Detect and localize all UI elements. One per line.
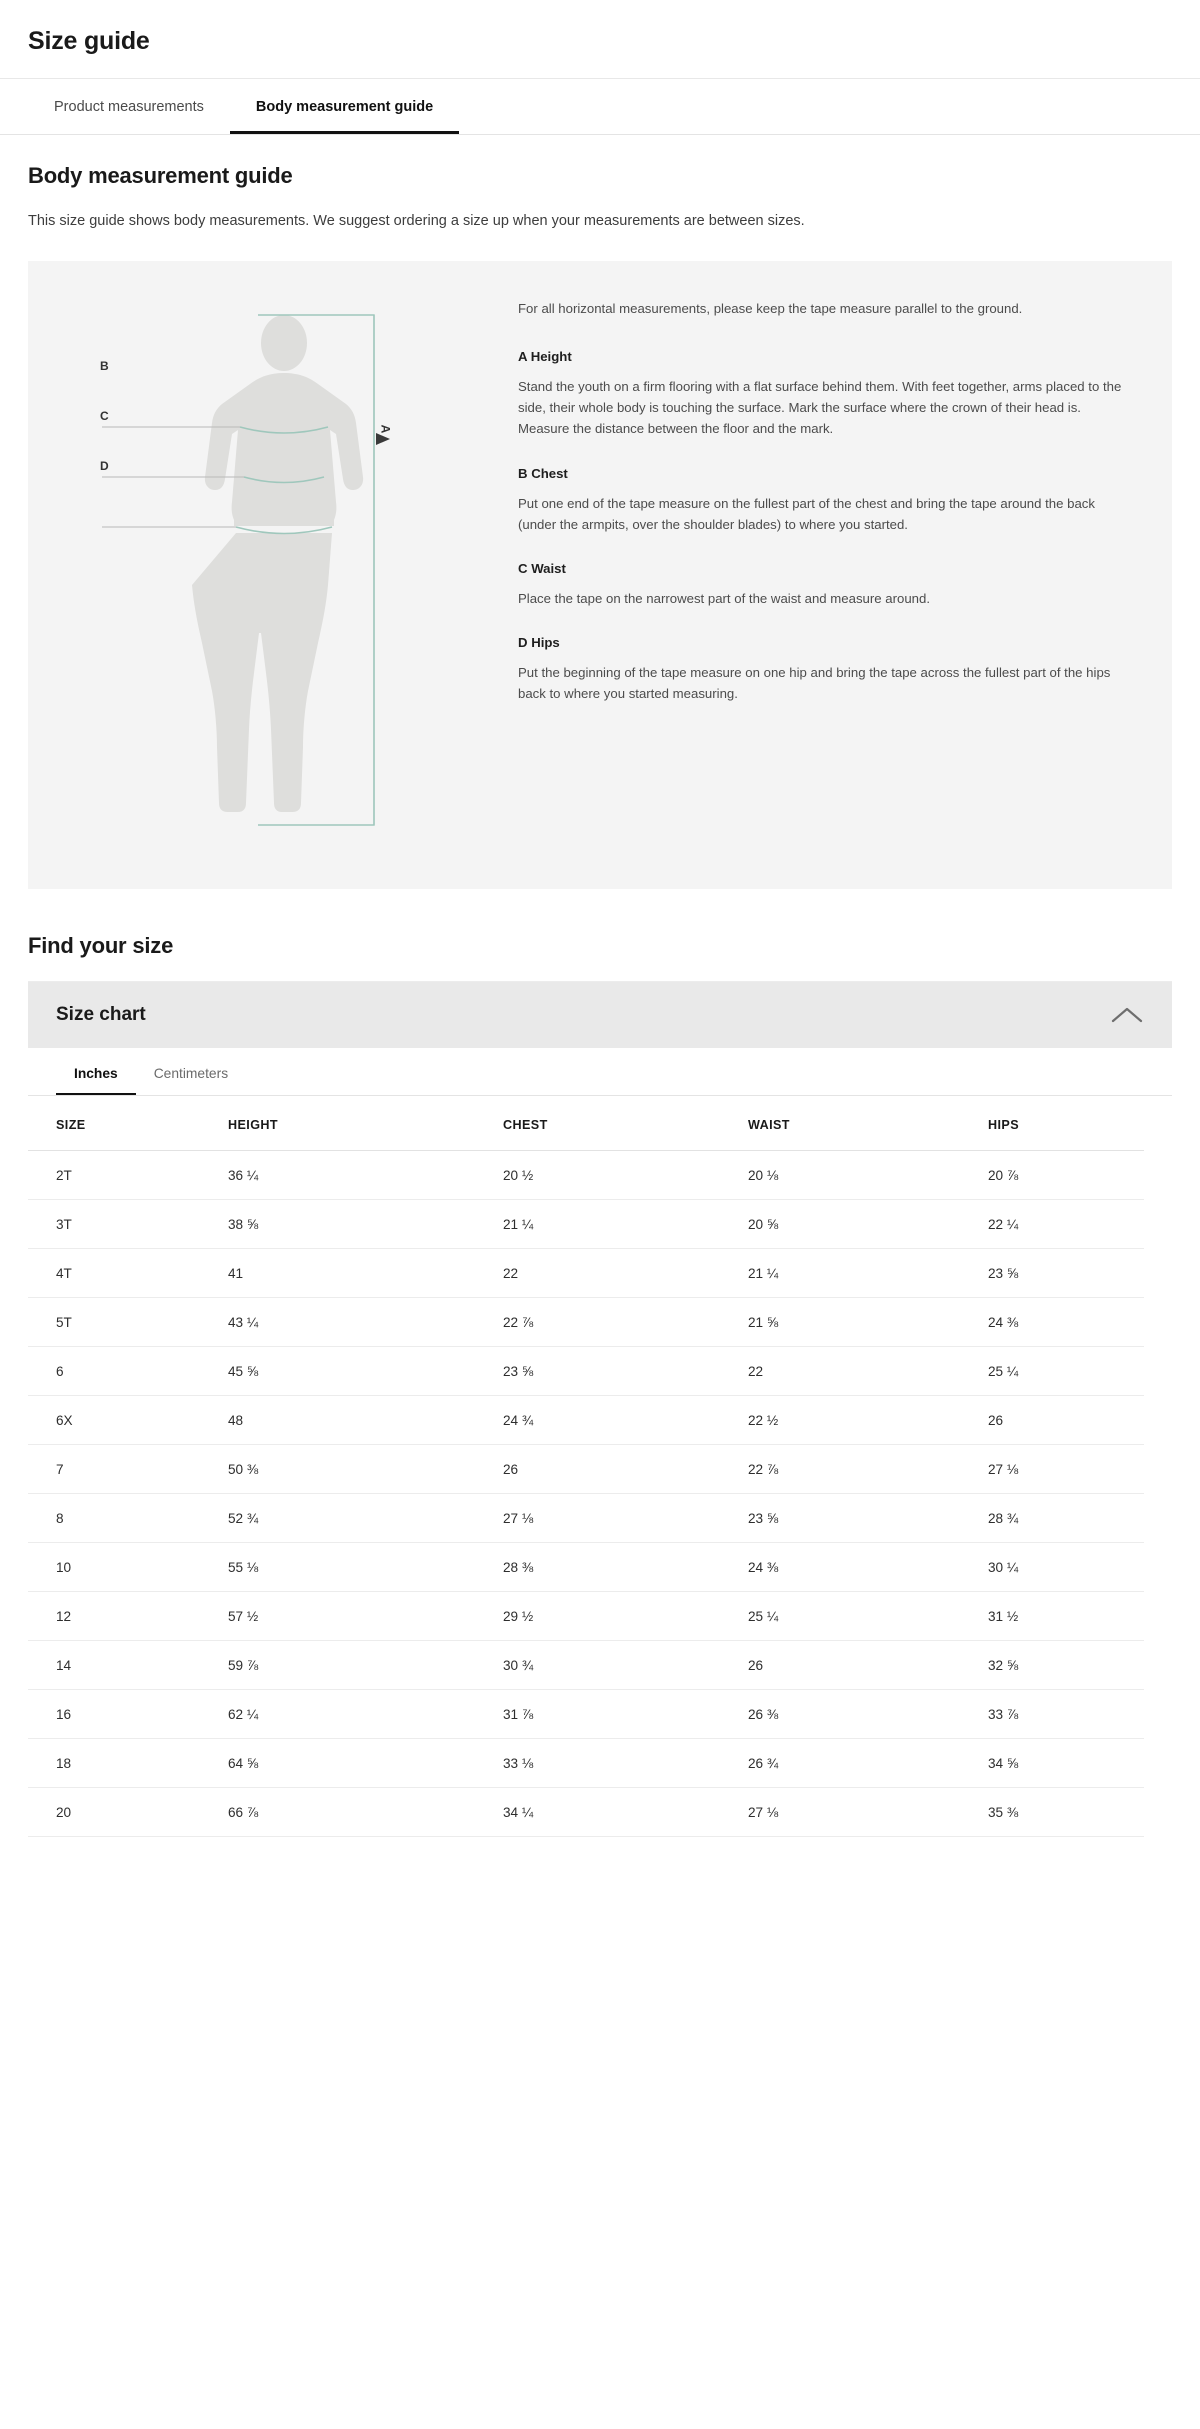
body-guide-heading: Body measurement guide bbox=[28, 163, 293, 188]
cell-chest: 26 bbox=[493, 1444, 738, 1493]
cell-waist: 22 ⅞ bbox=[738, 1444, 978, 1493]
column-header-size: SIZE bbox=[28, 1096, 218, 1151]
find-your-size-section bbox=[0, 889, 1200, 959]
measurement-a-height bbox=[518, 349, 1130, 439]
chevron-up-icon[interactable] bbox=[1110, 1005, 1144, 1025]
table-row bbox=[28, 1787, 1144, 1836]
cell-height: 50 ⅜ bbox=[218, 1444, 493, 1493]
cell-chest: 33 ⅛ bbox=[493, 1738, 738, 1787]
cell-size: 18 bbox=[28, 1738, 218, 1787]
cell-size: 12 bbox=[28, 1591, 218, 1640]
cell-waist: 27 ⅛ bbox=[738, 1787, 978, 1836]
cell-waist: 22 bbox=[738, 1346, 978, 1395]
table-row bbox=[28, 1150, 1144, 1199]
page-title: Size guide bbox=[28, 27, 150, 55]
measurement-text: Put one end of the tape measure on the fullest part of the chest and bring the tape around the back (under the armpits, over the shoulder blades) to where you started. bbox=[518, 495, 1095, 532]
cell-chest: 22 bbox=[493, 1248, 738, 1297]
column-header-height: HEIGHT bbox=[218, 1096, 493, 1151]
body-guide-lead: This size guide shows body measurements. We suggest ordering a size up when your measurements are between sizes. bbox=[28, 213, 805, 229]
measurement-text: Stand the youth on a firm flooring with a flat surface behind them. With feet together, arms placed to the side, their whole body is touching the surface. Mark the surface where the crown of their head is. Measure the distance between the floor and the mark. bbox=[518, 379, 1122, 437]
cell-height: 64 ⅝ bbox=[218, 1738, 493, 1787]
column-header-chest: CHEST bbox=[493, 1096, 738, 1151]
cell-height: 48 bbox=[218, 1395, 493, 1444]
cell-size: 6 bbox=[28, 1346, 218, 1395]
cell-hips: 35 ⅜ bbox=[978, 1787, 1144, 1836]
cell-size: 7 bbox=[28, 1444, 218, 1493]
cell-chest: 34 ¼ bbox=[493, 1787, 738, 1836]
cell-chest: 30 ¾ bbox=[493, 1640, 738, 1689]
measurement-title: D Hips bbox=[518, 634, 560, 650]
cell-height: 36 ¼ bbox=[218, 1150, 493, 1199]
size-table-wrapper bbox=[28, 1096, 1172, 1837]
cell-height: 38 ⅝ bbox=[218, 1199, 493, 1248]
cell-hips: 26 bbox=[978, 1395, 1144, 1444]
measurement-title: B Chest bbox=[518, 465, 568, 481]
body-guide-intro bbox=[0, 135, 1200, 233]
column-header-hips: HIPS bbox=[978, 1096, 1144, 1151]
horizontal-measure-note: For all horizontal measurements, please keep the tape measure parallel to the ground. bbox=[518, 300, 1023, 316]
unit-tabs bbox=[28, 1048, 1172, 1096]
cell-size: 3T bbox=[28, 1199, 218, 1248]
cell-height: 45 ⅝ bbox=[218, 1346, 493, 1395]
cell-hips: 32 ⅝ bbox=[978, 1640, 1144, 1689]
cell-size: 6X bbox=[28, 1395, 218, 1444]
measurement-text: Put the beginning of the tape measure on one hip and bring the tape across the fullest part of the hips back to where you started measuring. bbox=[518, 664, 1111, 702]
measurement-title: A Height bbox=[518, 349, 572, 365]
table-row bbox=[28, 1738, 1144, 1787]
page-header bbox=[0, 0, 1200, 79]
cell-waist: 24 ⅜ bbox=[738, 1542, 978, 1591]
measurement-title: C Waist bbox=[518, 560, 566, 576]
size-table bbox=[28, 1096, 1144, 1837]
body-diagram bbox=[98, 305, 498, 845]
table-row bbox=[28, 1346, 1144, 1395]
cell-waist: 20 ⅝ bbox=[738, 1199, 978, 1248]
column-header-waist: WAIST bbox=[738, 1096, 978, 1151]
find-your-size-heading: Find your size bbox=[28, 932, 174, 958]
figure-label-a: A bbox=[378, 424, 393, 434]
cell-hips: 20 ⅞ bbox=[978, 1150, 1144, 1199]
cell-size: 20 bbox=[28, 1787, 218, 1836]
cell-waist: 26 ⅜ bbox=[738, 1689, 978, 1738]
cell-chest: 23 ⅝ bbox=[493, 1346, 738, 1395]
body-silhouette-icon bbox=[98, 305, 498, 845]
table-row bbox=[28, 1199, 1144, 1248]
table-row bbox=[28, 1395, 1144, 1444]
cell-size: 2T bbox=[28, 1150, 218, 1199]
cell-waist: 21 ¼ bbox=[738, 1248, 978, 1297]
cell-hips: 33 ⅞ bbox=[978, 1689, 1144, 1738]
table-row bbox=[28, 1297, 1144, 1346]
cell-height: 66 ⅞ bbox=[218, 1787, 493, 1836]
cell-waist: 20 ⅛ bbox=[738, 1150, 978, 1199]
cell-chest: 24 ¾ bbox=[493, 1395, 738, 1444]
cell-chest: 29 ½ bbox=[493, 1591, 738, 1640]
cell-height: 43 ¼ bbox=[218, 1297, 493, 1346]
measurement-d-hips bbox=[518, 635, 1130, 704]
table-row bbox=[28, 1444, 1144, 1493]
cell-height: 62 ¼ bbox=[218, 1689, 493, 1738]
body-figure-column bbox=[38, 295, 518, 855]
cell-waist: 26 ¾ bbox=[738, 1738, 978, 1787]
cell-waist: 26 bbox=[738, 1640, 978, 1689]
cell-size: 14 bbox=[28, 1640, 218, 1689]
guide-tabs bbox=[0, 79, 1200, 135]
cell-waist: 21 ⅝ bbox=[738, 1297, 978, 1346]
cell-waist: 23 ⅝ bbox=[738, 1493, 978, 1542]
measurement-text: Place the tape on the narrowest part of the waist and measure around. bbox=[518, 590, 930, 606]
cell-hips: 31 ½ bbox=[978, 1591, 1144, 1640]
cell-size: 16 bbox=[28, 1689, 218, 1738]
size-chart-card bbox=[28, 981, 1172, 1837]
cell-chest: 28 ⅜ bbox=[493, 1542, 738, 1591]
figure-label-d: D bbox=[100, 458, 109, 473]
table-row bbox=[28, 1591, 1144, 1640]
measurement-instructions bbox=[518, 295, 1142, 855]
cell-chest: 20 ½ bbox=[493, 1150, 738, 1199]
table-row bbox=[28, 1493, 1144, 1542]
tab-body-measurement-guide[interactable]: Body measurement guide bbox=[230, 79, 459, 134]
cell-height: 52 ¾ bbox=[218, 1493, 493, 1542]
size-chart-title: Size chart bbox=[56, 1003, 146, 1025]
cell-height: 59 ⅞ bbox=[218, 1640, 493, 1689]
tab-product-measurements[interactable]: Product measurements bbox=[28, 79, 230, 134]
table-row bbox=[28, 1640, 1144, 1689]
cell-height: 41 bbox=[218, 1248, 493, 1297]
cell-height: 55 ⅛ bbox=[218, 1542, 493, 1591]
table-row bbox=[28, 1689, 1144, 1738]
cell-hips: 27 ⅛ bbox=[978, 1444, 1144, 1493]
cell-size: 5T bbox=[28, 1297, 218, 1346]
body-guide-panel bbox=[28, 261, 1172, 889]
cell-hips: 34 ⅝ bbox=[978, 1738, 1144, 1787]
cell-chest: 21 ¼ bbox=[493, 1199, 738, 1248]
measurement-b-chest bbox=[518, 466, 1130, 535]
measurement-c-waist bbox=[518, 561, 1130, 609]
cell-hips: 24 ⅜ bbox=[978, 1297, 1144, 1346]
cell-hips: 22 ¼ bbox=[978, 1199, 1144, 1248]
cell-size: 10 bbox=[28, 1542, 218, 1591]
cell-hips: 30 ¼ bbox=[978, 1542, 1144, 1591]
cell-waist: 22 ½ bbox=[738, 1395, 978, 1444]
cell-waist: 25 ¼ bbox=[738, 1591, 978, 1640]
cell-hips: 23 ⅝ bbox=[978, 1248, 1144, 1297]
figure-label-c: C bbox=[100, 408, 109, 423]
cell-size: 8 bbox=[28, 1493, 218, 1542]
cell-height: 57 ½ bbox=[218, 1591, 493, 1640]
cell-size: 4T bbox=[28, 1248, 218, 1297]
size-chart-toggle[interactable] bbox=[28, 982, 1172, 1048]
table-row bbox=[28, 1248, 1144, 1297]
tab-inches[interactable]: Inches bbox=[56, 1048, 136, 1095]
table-row bbox=[28, 1542, 1144, 1591]
cell-hips: 25 ¼ bbox=[978, 1346, 1144, 1395]
cell-chest: 27 ⅛ bbox=[493, 1493, 738, 1542]
cell-hips: 28 ¾ bbox=[978, 1493, 1144, 1542]
table-header-row bbox=[28, 1096, 1144, 1151]
cell-chest: 22 ⅞ bbox=[493, 1297, 738, 1346]
cell-chest: 31 ⅞ bbox=[493, 1689, 738, 1738]
tab-centimeters[interactable]: Centimeters bbox=[136, 1048, 246, 1095]
figure-label-b: B bbox=[100, 358, 109, 373]
